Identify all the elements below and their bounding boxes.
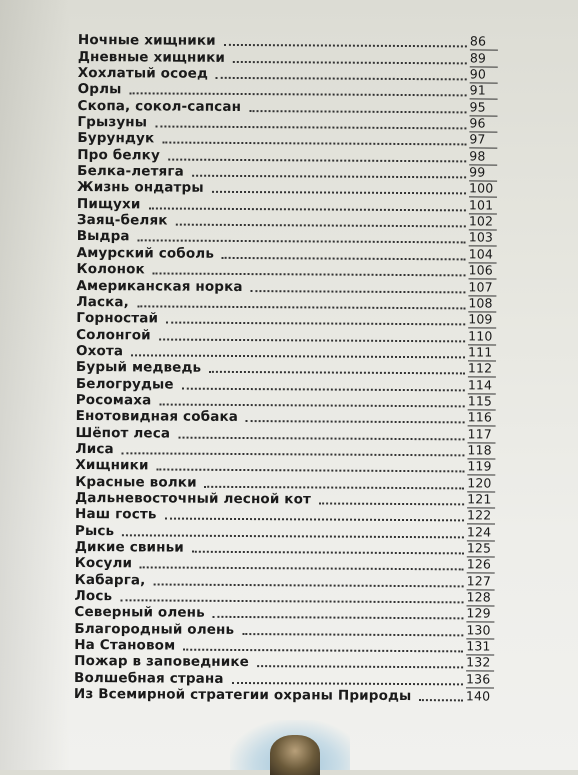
toc-entry-title: Лось — [74, 588, 113, 605]
toc-entry-title: Солонгой — [76, 326, 151, 343]
dot-leader — [122, 452, 465, 456]
toc-entry-page: 117 — [467, 427, 495, 443]
toc-entry — [77, 146, 497, 165]
dot-leader — [257, 666, 463, 669]
toc-entry — [76, 310, 496, 329]
dot-leader — [182, 387, 465, 391]
toc-entry-title: Хохлатый осоед — [77, 65, 209, 82]
dot-leader — [213, 616, 464, 620]
toc-entry — [77, 179, 497, 198]
toc-entry-title: Белогрудые — [75, 375, 174, 393]
toc-entry-title: Жизнь ондатры — [77, 179, 204, 197]
toc-entry-title: Росомаха — [75, 391, 152, 409]
dot-leader — [419, 699, 463, 701]
dot-leader — [165, 518, 465, 522]
toc-entry-title: Горностай — [76, 310, 159, 327]
dot-leader — [192, 551, 464, 555]
toc-entry-page: 100 — [469, 182, 497, 198]
toc-entry — [74, 637, 494, 656]
toc-entry-page: 98 — [469, 149, 497, 165]
dot-leader — [246, 420, 465, 423]
toc-entry-page: 103 — [469, 231, 497, 247]
toc-entry-title: Шёпот леса — [75, 424, 171, 442]
toc-entry-page: 136 — [466, 672, 494, 688]
dot-leader — [148, 207, 465, 211]
toc-entry-title: Хищники — [75, 457, 149, 474]
dot-leader — [212, 191, 466, 195]
dot-leader — [319, 502, 464, 505]
toc-entry-page: 114 — [468, 378, 496, 394]
toc-entry-title: Амурский соболь — [76, 244, 215, 262]
toc-entry-title: Ночные хищники — [77, 32, 216, 50]
toc-entry — [77, 130, 497, 149]
toc-entry — [75, 571, 495, 590]
toc-entry — [76, 424, 496, 443]
toc-entry-page: 121 — [467, 492, 495, 508]
toc-entry — [77, 212, 497, 231]
dot-leader — [131, 354, 465, 358]
toc-entry — [75, 473, 495, 492]
toc-entry-page: 124 — [467, 525, 495, 541]
toc-entry-page: 96 — [469, 116, 497, 132]
toc-entry-page: 125 — [467, 541, 495, 557]
toc-entry-title: Выдра — [76, 228, 130, 245]
dot-leader — [155, 126, 466, 130]
toc-footer-page: 140 — [465, 688, 491, 704]
toc-entry-page: 102 — [469, 215, 497, 231]
dot-leader — [183, 649, 463, 653]
toc-entry-page: 106 — [468, 264, 496, 280]
dot-leader — [120, 599, 463, 603]
toc-entry — [75, 539, 495, 558]
toc-entry-page: 127 — [467, 574, 495, 590]
dot-leader — [153, 583, 463, 587]
toc-entry — [74, 686, 494, 705]
toc-entry — [77, 114, 497, 133]
toc-entry — [77, 261, 497, 280]
toc-entry-page: 132 — [466, 656, 494, 672]
toc-entry — [76, 359, 496, 378]
toc-entry-title: Енотовидная собака — [75, 408, 239, 426]
toc-entry-title: Дальневосточный лесной кот — [75, 489, 312, 508]
toc-entry-page: 101 — [469, 198, 497, 214]
toc-entry-page: 131 — [466, 639, 494, 655]
dot-leader — [159, 338, 465, 342]
toc-entry-title: На Становом — [74, 637, 176, 654]
dot-leader — [178, 436, 464, 440]
toc-entry — [77, 163, 497, 182]
toc-entry-page: 128 — [466, 590, 494, 606]
toc-entry-title: Наш гость — [75, 506, 157, 523]
toc-entry — [76, 326, 496, 345]
toc-entry-page: 90 — [470, 67, 498, 83]
toc-entry-title: Лиса — [75, 440, 114, 458]
illustration-bird-head — [270, 735, 320, 775]
dot-leader — [233, 61, 467, 64]
dot-leader — [224, 44, 467, 47]
toc-entry-page: 110 — [468, 329, 496, 345]
dot-leader — [159, 403, 464, 407]
dot-leader — [249, 110, 466, 113]
dot-leader — [168, 158, 466, 162]
dot-leader — [176, 224, 466, 228]
dot-leader — [209, 371, 465, 375]
toc-entry-page: 111 — [468, 345, 496, 361]
toc-entry-title: Благородный олень — [74, 620, 235, 638]
toc-entry-page: 108 — [468, 296, 496, 312]
toc-entry-title: Заяц-беляк — [76, 212, 168, 229]
toc-entry — [78, 32, 498, 51]
toc-footer-title: Из Всемирной стратегии охраны Природы — [73, 686, 412, 705]
toc-entry-title: Орлы — [77, 81, 122, 98]
toc-entry-title: Колонок — [76, 261, 145, 278]
toc-entry — [78, 48, 498, 67]
toc-entry — [77, 195, 497, 214]
toc-entry-title: Кабарга, — [74, 571, 146, 589]
toc-entry — [75, 457, 495, 476]
dot-leader — [138, 240, 466, 244]
toc-entry — [74, 604, 494, 623]
toc-entry — [78, 97, 498, 116]
toc-entry — [76, 375, 496, 394]
toc-entry-title: Бурый медведь — [75, 359, 202, 376]
toc-entry-title: Ласка, — [76, 293, 130, 311]
dot-leader — [122, 534, 464, 538]
toc-entry — [74, 653, 494, 672]
toc-entry-title: Дикие свиньи — [74, 538, 184, 556]
toc-entry-page: 95 — [469, 100, 497, 116]
toc-entry-title: Косули — [74, 555, 133, 572]
toc-entry-page: 91 — [470, 84, 498, 100]
dot-leader — [153, 273, 466, 277]
toc-entry-title: Американская норка — [76, 277, 243, 295]
toc-entry-page: 99 — [469, 165, 497, 181]
toc-entry — [74, 669, 494, 688]
toc-entry-page: 97 — [469, 133, 497, 149]
toc-entry — [76, 277, 496, 296]
dot-leader — [205, 485, 465, 489]
dot-leader — [129, 93, 466, 97]
dot-leader — [222, 257, 466, 260]
toc-entry-page: 89 — [470, 51, 498, 67]
toc-entry-page: 119 — [467, 460, 495, 476]
toc-entry — [74, 620, 494, 639]
toc-entry-page: 118 — [467, 443, 495, 459]
toc-entry-title: Пожар в заповеднике — [74, 653, 250, 671]
toc-entry-page: 86 — [470, 35, 498, 51]
toc-entry-title: Про белку — [77, 146, 161, 164]
toc-entry-page: 120 — [467, 476, 495, 492]
toc-entry-title: Рысь — [74, 522, 115, 539]
toc-entry-title: Пищухи — [76, 195, 141, 213]
toc-entry-title: Красные волки — [75, 473, 197, 491]
toc-entry-title: Скопа, сокол-сапсан — [77, 97, 242, 115]
toc-entry-title: Охота — [76, 342, 124, 360]
dot-leader — [242, 633, 463, 636]
dot-leader — [216, 77, 467, 81]
dot-leader — [192, 175, 466, 179]
toc-entry-title: Дневные хищники — [77, 48, 226, 66]
toc-entry-page: 115 — [468, 394, 496, 410]
toc-entry-title: Северный олень — [74, 604, 205, 622]
dot-leader — [162, 142, 466, 146]
toc-entry-title: Белка-летяга — [77, 163, 184, 180]
toc-entry — [76, 392, 496, 411]
toc-entry-page: 107 — [468, 280, 496, 296]
toc-entry-title: Грызуны — [77, 114, 148, 131]
page-fold-shadow — [0, 0, 70, 770]
toc-entry-page: 130 — [466, 623, 494, 639]
dot-leader — [140, 567, 464, 571]
toc-entry-page: 109 — [468, 313, 496, 329]
toc-entry-page: 104 — [469, 247, 497, 263]
toc-entry-page: 122 — [467, 509, 495, 525]
dot-leader — [251, 290, 466, 293]
table-of-contents — [74, 32, 498, 705]
toc-entry-title: Волшебная страна — [74, 669, 224, 687]
toc-entry — [78, 65, 498, 84]
dot-leader — [157, 469, 465, 473]
toc-entry-page: 116 — [468, 411, 496, 427]
toc-entry-page: 126 — [467, 558, 495, 574]
toc-entry-page: 129 — [466, 607, 494, 623]
toc-entry-title: Бурундук — [77, 130, 155, 147]
toc-entry-page: 112 — [468, 362, 496, 378]
dot-leader — [137, 305, 465, 309]
toc-entry — [77, 244, 497, 263]
toc-entry — [76, 408, 496, 427]
toc-entry — [75, 506, 495, 525]
toc-entry — [75, 490, 495, 509]
dot-leader — [232, 682, 463, 685]
dot-leader — [166, 322, 465, 326]
